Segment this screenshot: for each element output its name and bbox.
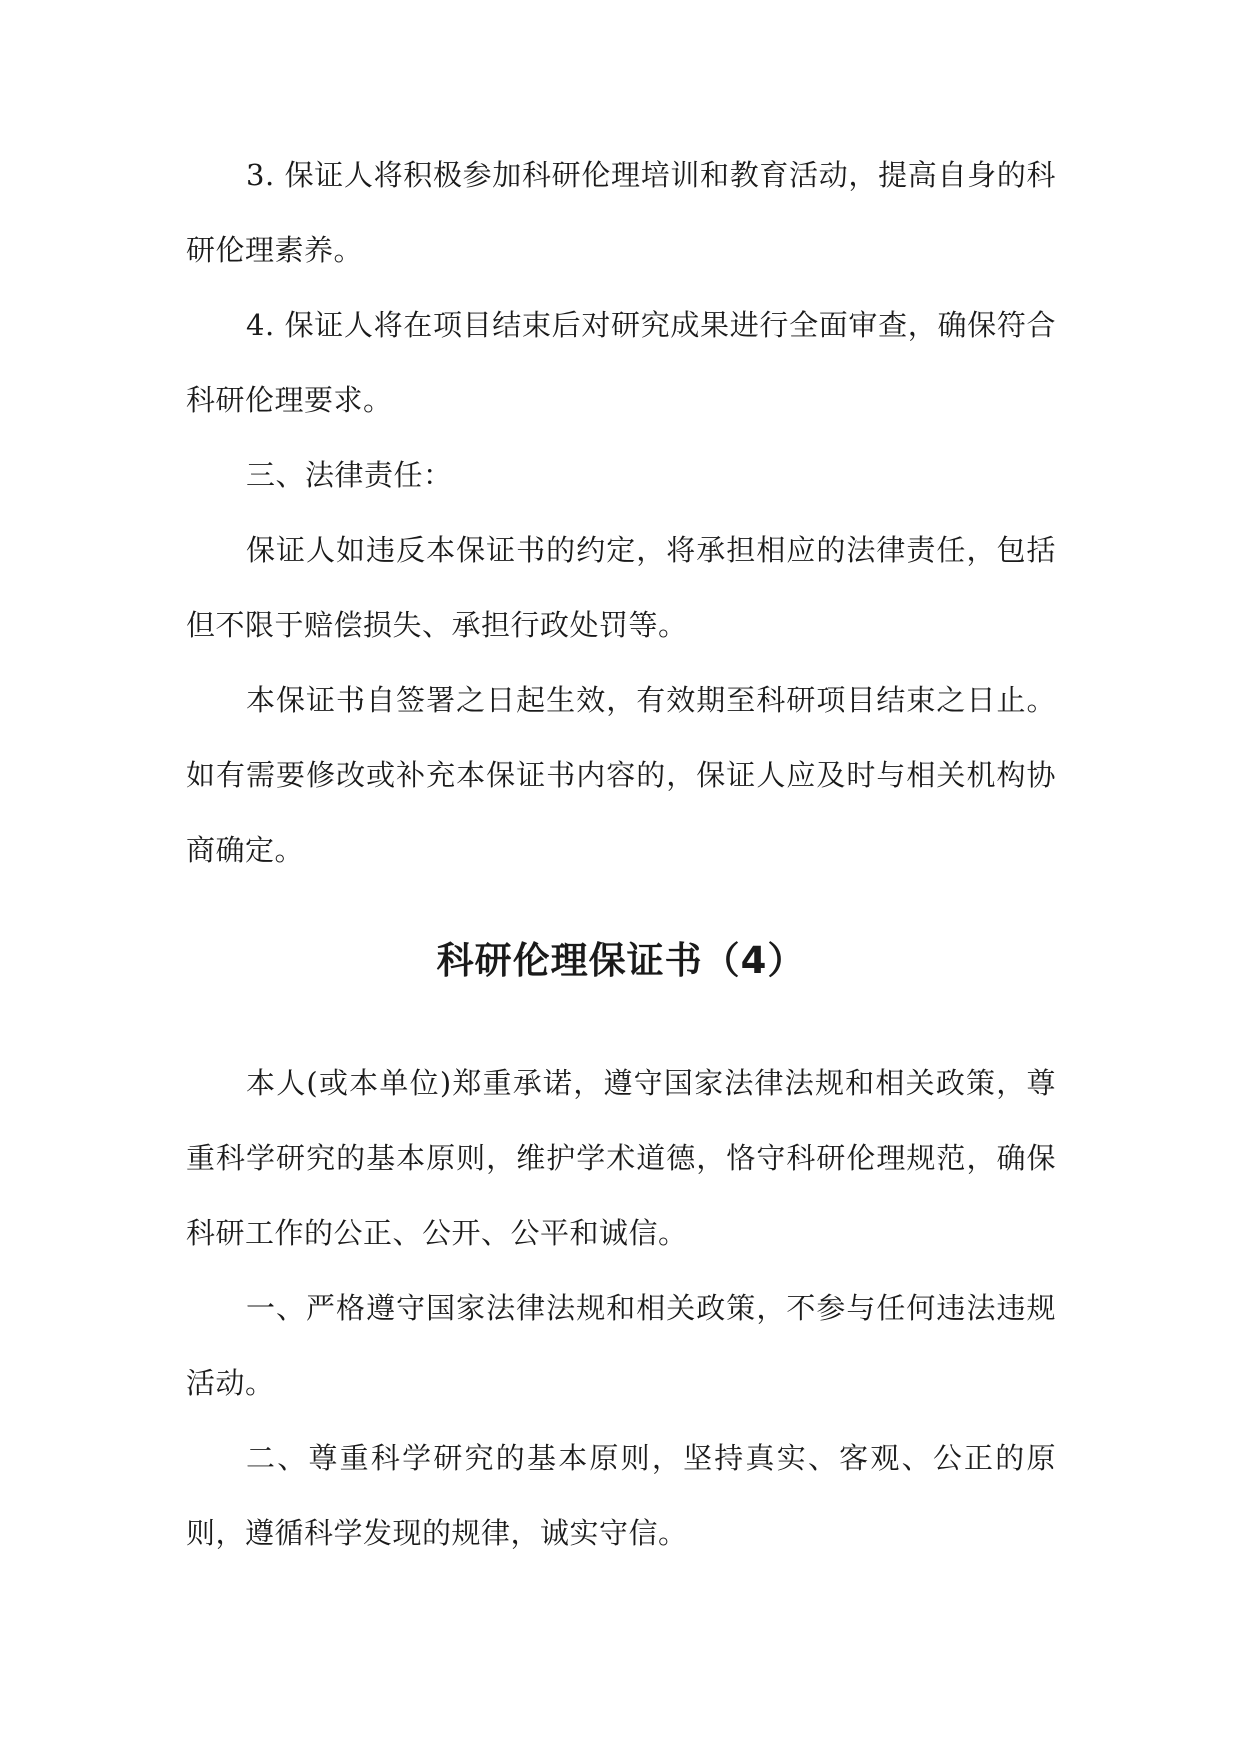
section-title: 科研伦理保证书（4） [436,939,806,982]
clause-4-paragraph: 4. 保证人将在项目结束后对研究成果进行全面审查，确保符合科研伦理要求。 [186,308,1056,417]
clause-3-paragraph: 3. 保证人将积极参加科研伦理培训和教育活动，提高自身的科研伦理素养。 [186,158,1056,267]
legal-liability-paragraph: 保证人如违反本保证书的约定，将承担相应的法律责任，包括但不限于赔偿损失、承担行政处罚等。 [186,533,1056,642]
point-one-paragraph: 一、严格遵守国家法律法规和相关政策，不参与任何违法违规活动。 [186,1291,1056,1400]
document-body [186,138,1056,1571]
validity-paragraph: 本保证书自签署之日起生效，有效期至科研项目结束之日止。如有需要修改或补充本保证书内容的，保证人应及时与相关机构协商确定。 [186,683,1056,867]
commitment-paragraph: 本人(或本单位)郑重承诺，遵守国家法律法规和相关政策，尊重科学研究的基本原则，维护学术道德，恪守科研伦理规范，确保科研工作的公正、公开、公平和诚信。 [186,1066,1056,1250]
legal-liability-heading: 三、法律责任： [246,458,453,492]
point-two-paragraph: 二、尊重科学研究的基本原则，坚持真实、客观、公正的原则，遵循科学发现的规律，诚实守信。 [186,1441,1056,1550]
